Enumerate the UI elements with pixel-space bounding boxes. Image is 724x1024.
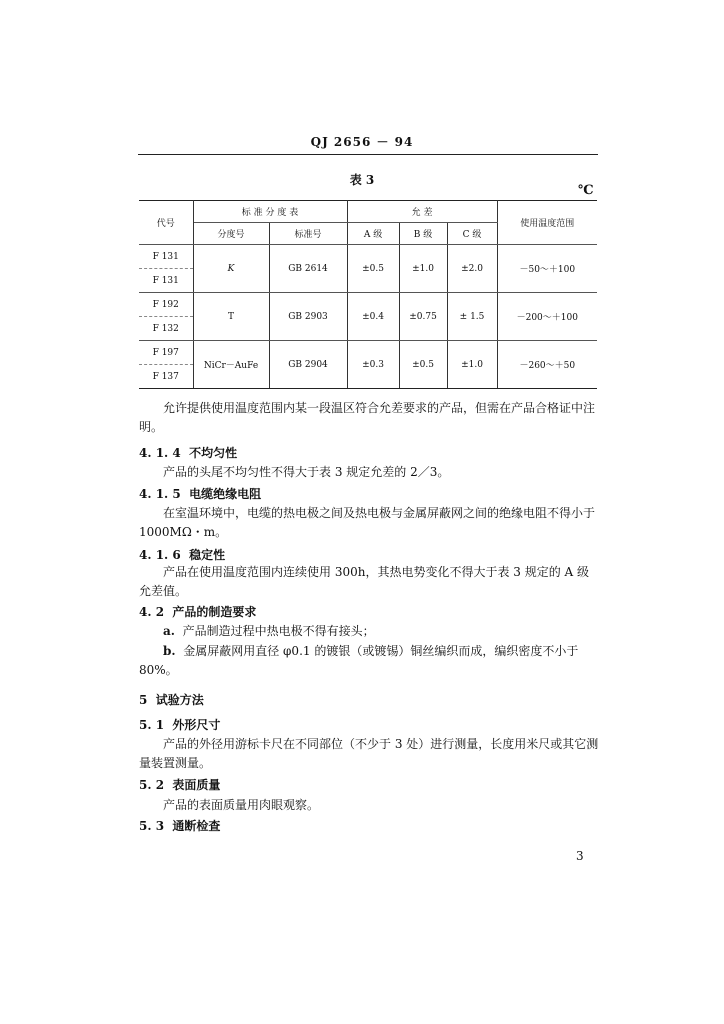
section-number: 4. 2 xyxy=(139,605,165,619)
page-number: 3 xyxy=(576,849,584,863)
row-grade-c: ± 1.5 xyxy=(447,293,497,341)
row-grade-a: ±0.4 xyxy=(347,293,399,341)
table-title: 表 3 xyxy=(349,173,375,187)
thermocouple-spec-table xyxy=(139,200,597,389)
section-heading-4-1-5 xyxy=(139,485,261,502)
row-standard-no: GB 2903 xyxy=(269,293,347,341)
header-code: 代号 xyxy=(139,201,193,245)
paragraph-insulation-resistance: 在室温环境中，电缆的热电极之间及热电极与金属屏蔽网之间的绝缘电阻不得小于1000MΩ・m。 xyxy=(139,506,596,539)
list-label: b. xyxy=(163,644,176,658)
section-title: 不均匀性 xyxy=(189,446,238,460)
header-standard-no: 标准号 xyxy=(269,223,347,245)
header-grade-a: A 级 xyxy=(347,223,399,245)
section-heading-4-1-6 xyxy=(139,546,225,563)
table-unit: ℃ xyxy=(578,183,594,198)
row-temp-range: －200～＋100 xyxy=(497,293,597,341)
section-number: 4. 1. 6 xyxy=(139,548,181,562)
section-heading-4-2 xyxy=(139,603,256,620)
header-index-no: 分度号 xyxy=(193,223,269,245)
document-number: QJ 2656 － 94 xyxy=(310,135,414,149)
row-code-primary: F 131 xyxy=(139,245,193,269)
section-title: 电缆绝缘电阻 xyxy=(189,487,262,501)
list-text: 金属屏蔽网用直径 φ0.1 的镀银（或镀锡）铜丝编织而成，编织密度不小于80%。 xyxy=(139,644,579,677)
section-title: 产品的制造要求 xyxy=(172,605,257,619)
header-grade-b: B 级 xyxy=(399,223,447,245)
section-heading-5-1 xyxy=(139,716,220,733)
row-code-secondary: F 137 xyxy=(139,365,193,389)
row-grade-c: ±1.0 xyxy=(447,341,497,389)
row-grade-b: ±1.0 xyxy=(399,245,447,293)
row-index-no: K xyxy=(193,245,269,293)
section-number: 5. 2 xyxy=(139,778,165,792)
list-item xyxy=(139,642,599,680)
row-grade-a: ±0.5 xyxy=(347,245,399,293)
table-row xyxy=(139,293,597,317)
row-temp-range: －260～＋50 xyxy=(497,341,597,389)
section-title: 试验方法 xyxy=(155,693,204,707)
header-temp-range: 使用温度范围 xyxy=(497,201,597,245)
row-grade-b: ±0.75 xyxy=(399,293,447,341)
row-code-secondary: F 131 xyxy=(139,269,193,293)
header-standard-group: 标 准 分 度 表 xyxy=(193,201,347,223)
section-number: 4. 1. 4 xyxy=(139,446,181,460)
paragraph-nonuniformity: 产品的头尾不均匀性不得大于表 3 规定允差的 2／3。 xyxy=(163,465,450,479)
row-grade-b: ±0.5 xyxy=(399,341,447,389)
header-tolerance-group: 允 差 xyxy=(347,201,497,223)
section-number: 5. 3 xyxy=(139,819,165,833)
paragraph-surface-quality: 产品的表面质量用肉眼观察。 xyxy=(163,798,320,812)
list-item xyxy=(139,622,599,641)
paragraph-stability: 产品在使用温度范围内连续使用 300h，其热电势变化不得大于表 3 规定的 A 级允差值。 xyxy=(139,565,590,598)
row-code-primary: F 197 xyxy=(139,341,193,365)
section-number: 5. 1 xyxy=(139,718,165,732)
row-index-no: T xyxy=(193,293,269,341)
section-heading-5 xyxy=(139,691,204,708)
row-standard-no: GB 2904 xyxy=(269,341,347,389)
section-number: 4. 1. 5 xyxy=(139,487,181,501)
row-temp-range: －50～＋100 xyxy=(497,245,597,293)
section-title: 表面质量 xyxy=(172,778,221,792)
section-title: 外形尺寸 xyxy=(172,718,221,732)
section-heading-5-2 xyxy=(139,776,220,793)
list-text: 产品制造过程中热电极不得有接头； xyxy=(182,624,375,638)
row-grade-a: ±0.3 xyxy=(347,341,399,389)
section-title: 通断检查 xyxy=(172,819,221,833)
row-index-no: NiCr－AuFe xyxy=(193,341,269,389)
row-standard-no: GB 2614 xyxy=(269,245,347,293)
row-code-secondary: F 132 xyxy=(139,317,193,341)
section-number: 5 xyxy=(139,693,148,707)
row-grade-c: ±2.0 xyxy=(447,245,497,293)
table-row xyxy=(139,245,597,269)
header-divider xyxy=(138,154,598,155)
section-title: 稳定性 xyxy=(189,548,226,562)
header-grade-c: C 级 xyxy=(447,223,497,245)
section-heading-4-1-4 xyxy=(139,444,237,461)
row-code-primary: F 192 xyxy=(139,293,193,317)
section-heading-5-3 xyxy=(139,817,220,834)
table-row xyxy=(139,341,597,365)
paragraph-allowance-note: 允许提供使用温度范围内某一段温区符合允差要求的产品，但需在产品合格证中注明。 xyxy=(139,401,596,434)
paragraph-dimensions: 产品的外径用游标卡尺在不同部位（不少于 3 处）进行测量，长度用米尺或其它测量装置测量。 xyxy=(139,737,599,770)
list-label: a. xyxy=(163,624,175,638)
